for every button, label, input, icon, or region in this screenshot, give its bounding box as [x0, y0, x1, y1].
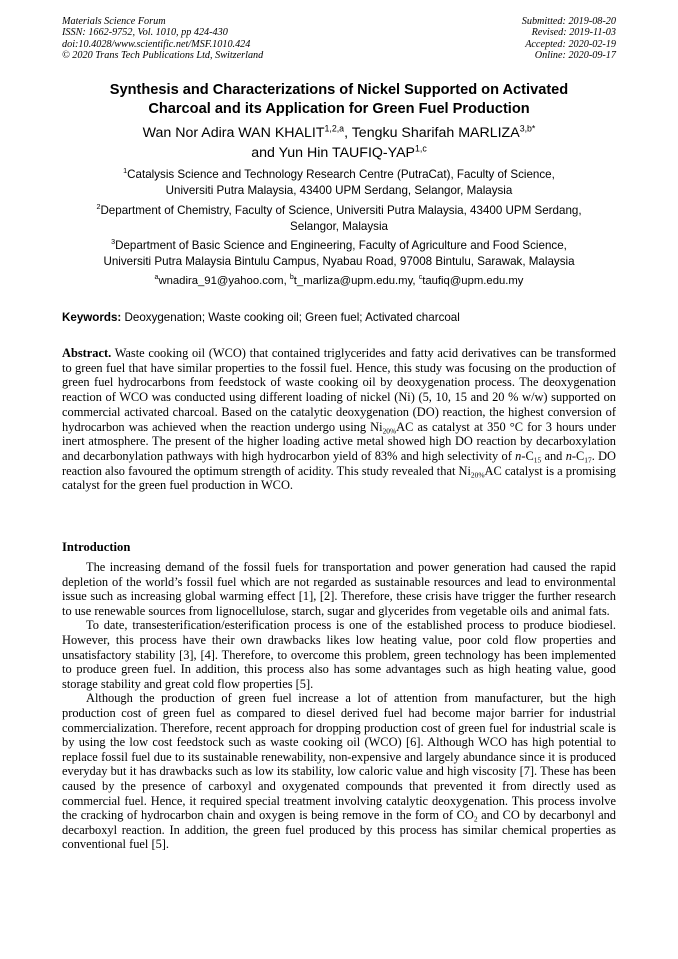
intro-paragraph-3 — [62, 691, 616, 852]
author-and: and — [251, 145, 279, 161]
submission-dates — [522, 16, 616, 62]
journal-name: Materials Science Forum — [62, 16, 166, 27]
abstract-ni-subscript-2: 20% — [470, 470, 485, 480]
intro-paragraph-2: To date, transesterification/esterification process is one of the established process to produce biodiesel. However, this process have their own drawbacks likes low heating value, poor cold flow properties and unsatisfactory stability [3], [4]. Therefore, to overcome this problem, green technology has been implemented to produce green fuel. In addition, this process also has some advantages such as high heating value, good storage stability and great cold flow properties [5]. — [62, 618, 616, 691]
abstract-text-4: AC catalyst is a promising catalyst for the green fuel production in WCO. — [62, 463, 616, 493]
abstract — [62, 346, 616, 493]
author-3: Yun Hin TAUFIQ-YAP — [278, 145, 415, 161]
affiliation-2-line-1 — [62, 203, 616, 219]
author-1-affil: 1,2,a — [324, 123, 345, 134]
journal-issn: ISSN: 1662-9752, Vol. 1010, pp 424-430 — [62, 27, 228, 39]
email-b-mark: b — [289, 274, 294, 282]
date-online: Online: 2020-09-17 — [534, 50, 616, 62]
abstract-text-3: . DO reaction also favoured the optimum strength of acidity. This study revealed that Ni — [62, 448, 617, 478]
affiliation-1 — [62, 167, 616, 198]
affiliation-1-line-1 — [62, 167, 616, 183]
author-separator: , — [344, 125, 352, 141]
affiliation-3-text: Department of Basic Science and Engineering, Faculty of Agriculture and Food Science, — [115, 239, 567, 252]
abstract-c15-subscript: 15 — [533, 455, 542, 465]
affiliation-3-line-1 — [62, 238, 616, 254]
intro-paragraph-1: The increasing demand of the fossil fuels for transportation and power generation had caused the rapid depletion of the world’s fossil fuel which are not regarded as sustainable resources and lead to environmental issue such as increasing global warming effect [1], [2]. Therefore, these crisis have trigger the further research to use renewable sources from lignocellulose, starch, sugar and glycerides from vegetable oils and animal fats. — [62, 560, 616, 618]
affiliation-2-text: Department of Chemistry, Faculty of Science, Universiti Putra Malaysia, 43400 UPM Serdang, — [100, 204, 582, 217]
affiliation-2-line-2: Selangor, Malaysia — [290, 219, 388, 233]
introduction-body — [62, 560, 616, 852]
co2-subscript: 2 — [473, 814, 478, 824]
abstract-c17-subscript: 17 — [584, 455, 592, 465]
date-accepted: Accepted: 2020-02-19 — [525, 38, 616, 50]
author-emails — [62, 274, 616, 289]
email-a-mark: a — [154, 274, 159, 282]
keywords-text: Deoxygenation; Waste cooking oil; Green fuel; Activated charcoal — [121, 311, 460, 324]
author-2: Tengku Sharifah MARLIZA — [351, 125, 520, 141]
abstract-text-2: AC as catalyst at 350 °C for 3 hours under inert atmosphere. The present of the higher loading active metal showed high DO reaction by decarboxylation and decarbonylation pathways with high hydrocarbon yield of 83% and high selectivity of — [62, 419, 616, 463]
affiliation-2 — [62, 203, 616, 234]
affiliation-3-number: 3 — [111, 237, 116, 247]
abstract-text-1: Waste cooking oil (WCO) that contained triglycerides and fatty acid derivatives can be transformed to green fuel that have similar properties to the fossil fuel. Hence, this study was focusing on the production of green fuel hydrocarbons from feedstock of waste cooking oil by deoxygenation process. The deoxygenation reaction of WCO was conducted using different loading of nickel (Ni) (5, 10, 15 and 20 % w/w) supported on commercial activated charcoal. Based on the catalytic deoxygenation (DO) reaction, the highest conversion of hydrocarbon was achieved when the reaction undergo using Ni — [62, 346, 616, 434]
affiliation-3 — [62, 238, 616, 269]
paper-title — [62, 81, 616, 118]
affiliation-3-line-2: Universiti Putra Malaysia Bintulu Campus, Nyabau Road, 97008 Bintulu, Sarawak, Malaysia — [103, 254, 575, 268]
authors-line-2 — [62, 143, 616, 163]
abstract-n-2: n — [565, 448, 572, 463]
author-1: Wan Nor Adira WAN KHALIT — [142, 125, 325, 141]
author-list — [62, 123, 616, 163]
abstract-ni-subscript: 20% — [382, 426, 397, 436]
journal-copyright: © 2020 Trans Tech Publications Ltd, Switzerland — [62, 50, 264, 62]
journal-doi: doi:10.4028/www.scientific.net/MSF.1010.424 — [62, 38, 251, 50]
date-submitted: Submitted: 2019-08-20 — [521, 16, 616, 27]
abstract-n-1: n — [515, 448, 522, 463]
title-line-1: Synthesis and Characterizations of Nickel Supported on Activated — [109, 82, 569, 98]
abstract-c15: -C — [521, 448, 534, 463]
author-3-affil: 1,c — [415, 143, 427, 154]
keywords — [62, 310, 616, 325]
intro-paragraph-3-text-b: and CO by decarbonyl and decarboxyl reaction. In addition, the green fuel produced by this process has similar chemical properties as conventional fuel [5]. — [62, 808, 617, 852]
affiliation-2-number: 2 — [96, 202, 101, 212]
keywords-label: Keywords: — [62, 311, 122, 324]
affiliation-1-line-2: Universiti Putra Malaysia, 43400 UPM Serdang, Selangor, Malaysia — [165, 183, 513, 197]
affiliation-1-number: 1 — [123, 166, 128, 176]
email-c: taufiq@upm.edu.my — [422, 275, 524, 287]
abstract-c17: -C — [571, 448, 585, 463]
author-2-affil: 3,b* — [519, 123, 536, 134]
authors-line-1 — [62, 123, 616, 143]
affiliation-1-text: Catalysis Science and Technology Research Centre (PutraCat), Faculty of Science, — [127, 168, 555, 181]
email-a: wnadira_91@yahoo.com, — [158, 275, 290, 287]
intro-paragraph-3-text-a: Although the production of green fuel increase a lot of attention from manufacturer, but the high production cost of green fuel as compared to diesel derived fuel had become major barrier for industrial commercialization. Therefore, recent approach for dropping production cost of green fuel for industrial scale is by using the low cost feedstock such as waste cooking oil (WCO) [6]. Although WCO has high potential to replace fossil fuel due to its sustainable renewability, non-expensive and largely abundance since it is produced everyday but it has drawbacks such as low its stability, low caloric value and high viscosity [7]. These has been caused by the presence of carboxyl and oxygenated compounds that prevented it from directly used as commercial fuel. Hence, it required special treatment involving catalytic deoxygenation. This process involve the cracking of hydrocarbon chain and oxygen is being remove in the form of CO — [62, 691, 616, 823]
title-line-2: Charcoal and its Application for Green Fuel Production — [148, 100, 530, 117]
date-revised: Revised: 2019-11-03 — [531, 27, 616, 39]
abstract-and: and — [541, 448, 566, 463]
email-c-mark: c — [418, 274, 423, 282]
section-heading-introduction: Introduction — [62, 540, 131, 554]
email-b: t_marliza@upm.edu.my, — [293, 275, 419, 287]
abstract-label: Abstract. — [62, 346, 112, 360]
journal-info — [62, 16, 263, 62]
